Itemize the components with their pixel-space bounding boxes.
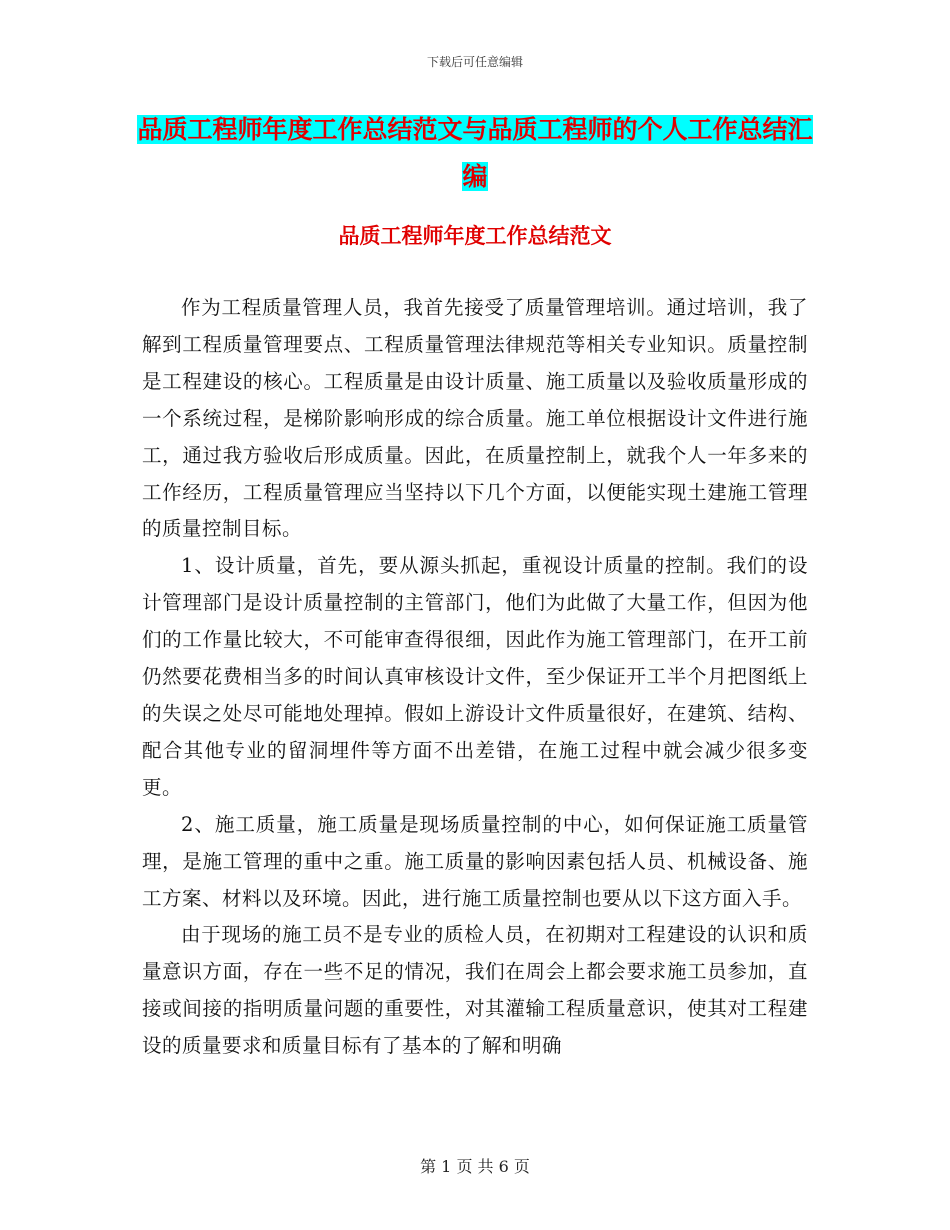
body-text: [142, 290, 808, 1065]
document-title: [130, 106, 820, 200]
header-note: 下载后可任意编辑: [426, 55, 523, 69]
paragraph-3: 2、施工质量，施工质量是现场质量控制的中心，如何保证施工质量管理，是施工管理的重中之重。施工质量的影响因素包括人员、机械设备、施工方案、材料以及环境。因此，进行施工质量控制也要从以下这方面入手。: [142, 812, 808, 910]
page-number: 第 1 页 共 6 页: [420, 1157, 530, 1176]
paragraph-2: 1、设计质量，首先，要从源头抓起，重视设计质量的控制。我们的设计管理部门是设计质量控制的主管部门，他们为此做了大量工作，但因为他们的工作量比较大，不可能审查得很细，因此作为施工管理部门，在开工前仍然要花费相当多的时间认真审核设计文件，至少保证开工半个月把图纸上的失误之处尽可能地处理掉。假如上游设计文件质量很好，在建筑、结构、配合其他专业的留洞埋件等方面不出差错，在施工过程中就会减少很多变更。: [142, 554, 808, 799]
paragraph-4: 由于现场的施工员不是专业的质检人员，在初期对工程建设的认识和质量意识方面，存在一些不足的情况，我们在周会上都会要求施工员参加，直接或间接的指明质量问题的重要性，对其灌输工程质量意识，使其对工程建设的质量要求和质量目标有了基本的了解和明确: [142, 923, 808, 1058]
section-title: 品质工程师年度工作总结范文: [338, 224, 612, 248]
paragraph-1: 作为工程质量管理人员，我首先接受了质量管理培训。通过培训，我了解到工程质量管理要点、工程质量管理法律规范等相关专业知识。质量控制是工程建设的核心。工程质量是由设计质量、施工质量以及验收质量形成的一个系统过程，是梯阶影响形成的综合质量。施工单位根据设计文件进行施工，通过我方验收后形成质量。因此，在质量控制上，就我个人一年多来的工作经历，工程质量管理应当坚持以下几个方面，以便能实现土建施工管理的质量控制目标。: [142, 296, 808, 541]
document-title-text: 品质工程师年度工作总结范文与品质工程师的个人工作总结汇编: [137, 115, 813, 191]
